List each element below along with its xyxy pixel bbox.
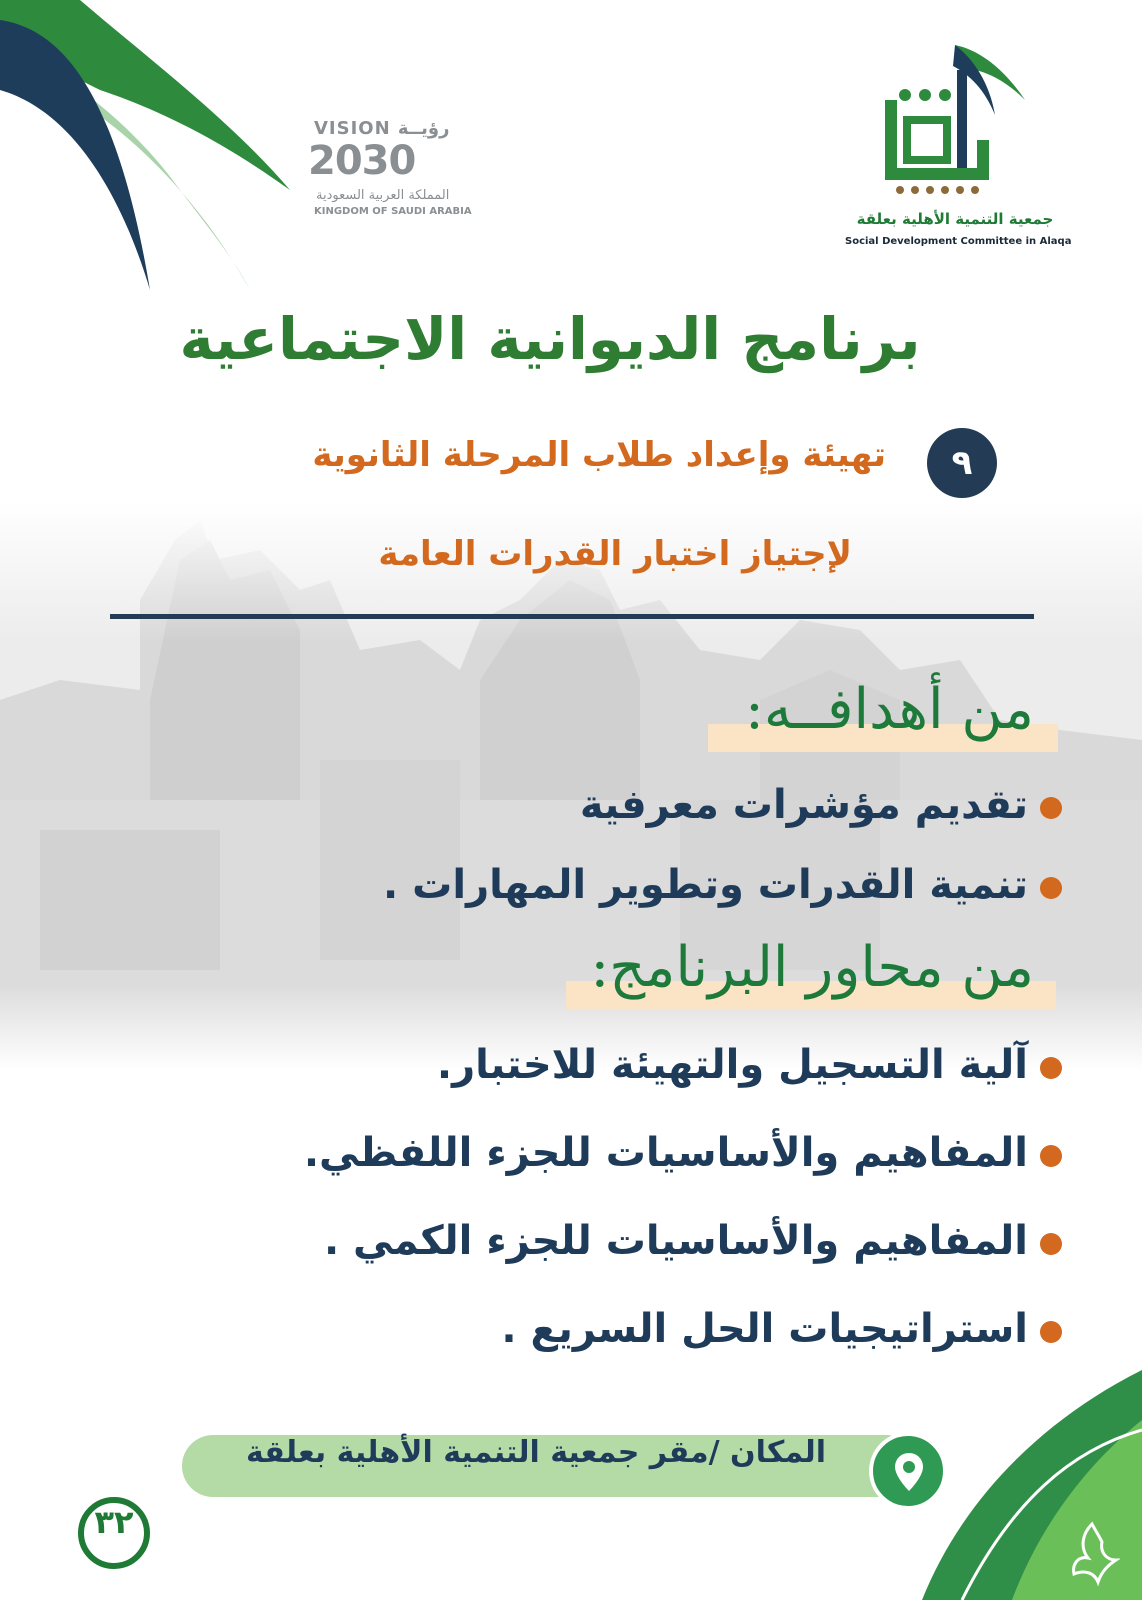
axis-item	[304, 1289, 1062, 1377]
goals-list	[383, 765, 1062, 925]
axis-item-text: آلية التسجيل والتهيئة للاختبار.	[436, 1042, 1028, 1088]
organization-logo	[845, 40, 1072, 260]
vision-label: VISION رؤيــة	[314, 118, 450, 139]
axis-item	[304, 1113, 1062, 1201]
organization-name-en: Social Development Committee in Alaqa	[845, 236, 1072, 247]
map-pin-icon	[894, 1452, 924, 1492]
goal-item-text: تقديم مؤشرات معرفية	[579, 782, 1028, 828]
bullet-dot-icon	[1040, 1057, 1062, 1079]
location-pill	[182, 1435, 918, 1497]
program-number-badge: ٩	[927, 428, 997, 498]
axes-list	[304, 1025, 1062, 1377]
goal-item	[383, 765, 1062, 845]
vision-kingdom-en: KINGDOM OF SAUDI ARABIA	[314, 206, 472, 217]
vision-2030-logo	[308, 118, 472, 218]
goal-item-text: تنمية القدرات وتطوير المهارات .	[383, 862, 1028, 908]
axis-item-text: استراتيجيات الحل السريع .	[501, 1306, 1028, 1352]
location-badge	[869, 1432, 947, 1510]
bullet-dot-icon	[1040, 1145, 1062, 1167]
axis-item	[304, 1201, 1062, 1289]
axis-item	[304, 1025, 1062, 1113]
axes-heading: من محاور البرنامج:	[590, 935, 1034, 1000]
axis-item-text: المفاهيم والأساسيات للجزء الكمي .	[323, 1218, 1028, 1264]
page-number: ٣٢	[78, 1497, 150, 1569]
bullet-dot-icon	[1040, 1321, 1062, 1343]
goal-item	[383, 845, 1062, 925]
section-divider	[110, 614, 1034, 619]
decorative-leaf-shape	[0, 0, 300, 290]
program-subtitle-line1: تهيئة وإعداد طلاب المرحلة الثانوية	[312, 435, 886, 475]
location-text: المكان /مقر جمعية التنمية الأهلية بعلقة	[245, 1435, 826, 1470]
vision-year: 2030	[308, 138, 416, 184]
bullet-dot-icon	[1040, 797, 1062, 819]
goals-heading: من أهدافــه:	[745, 677, 1034, 742]
axis-item-text: المفاهيم والأساسيات للجزء اللفظي.	[303, 1130, 1028, 1176]
program-title: برنامج الديوانية الاجتماعية	[179, 305, 921, 373]
designer-signature-logo	[1064, 1520, 1120, 1590]
vision-kingdom-ar: المملكة العربية السعودية	[316, 188, 450, 203]
bullet-dot-icon	[1040, 877, 1062, 899]
organization-name-ar: جمعية التنمية الأهلية بعلقة	[856, 210, 1054, 228]
organization-emblem-icon	[845, 40, 1065, 205]
program-subtitle-line2: لإجتياز اختبار القدرات العامة	[378, 534, 852, 574]
bullet-dot-icon	[1040, 1233, 1062, 1255]
